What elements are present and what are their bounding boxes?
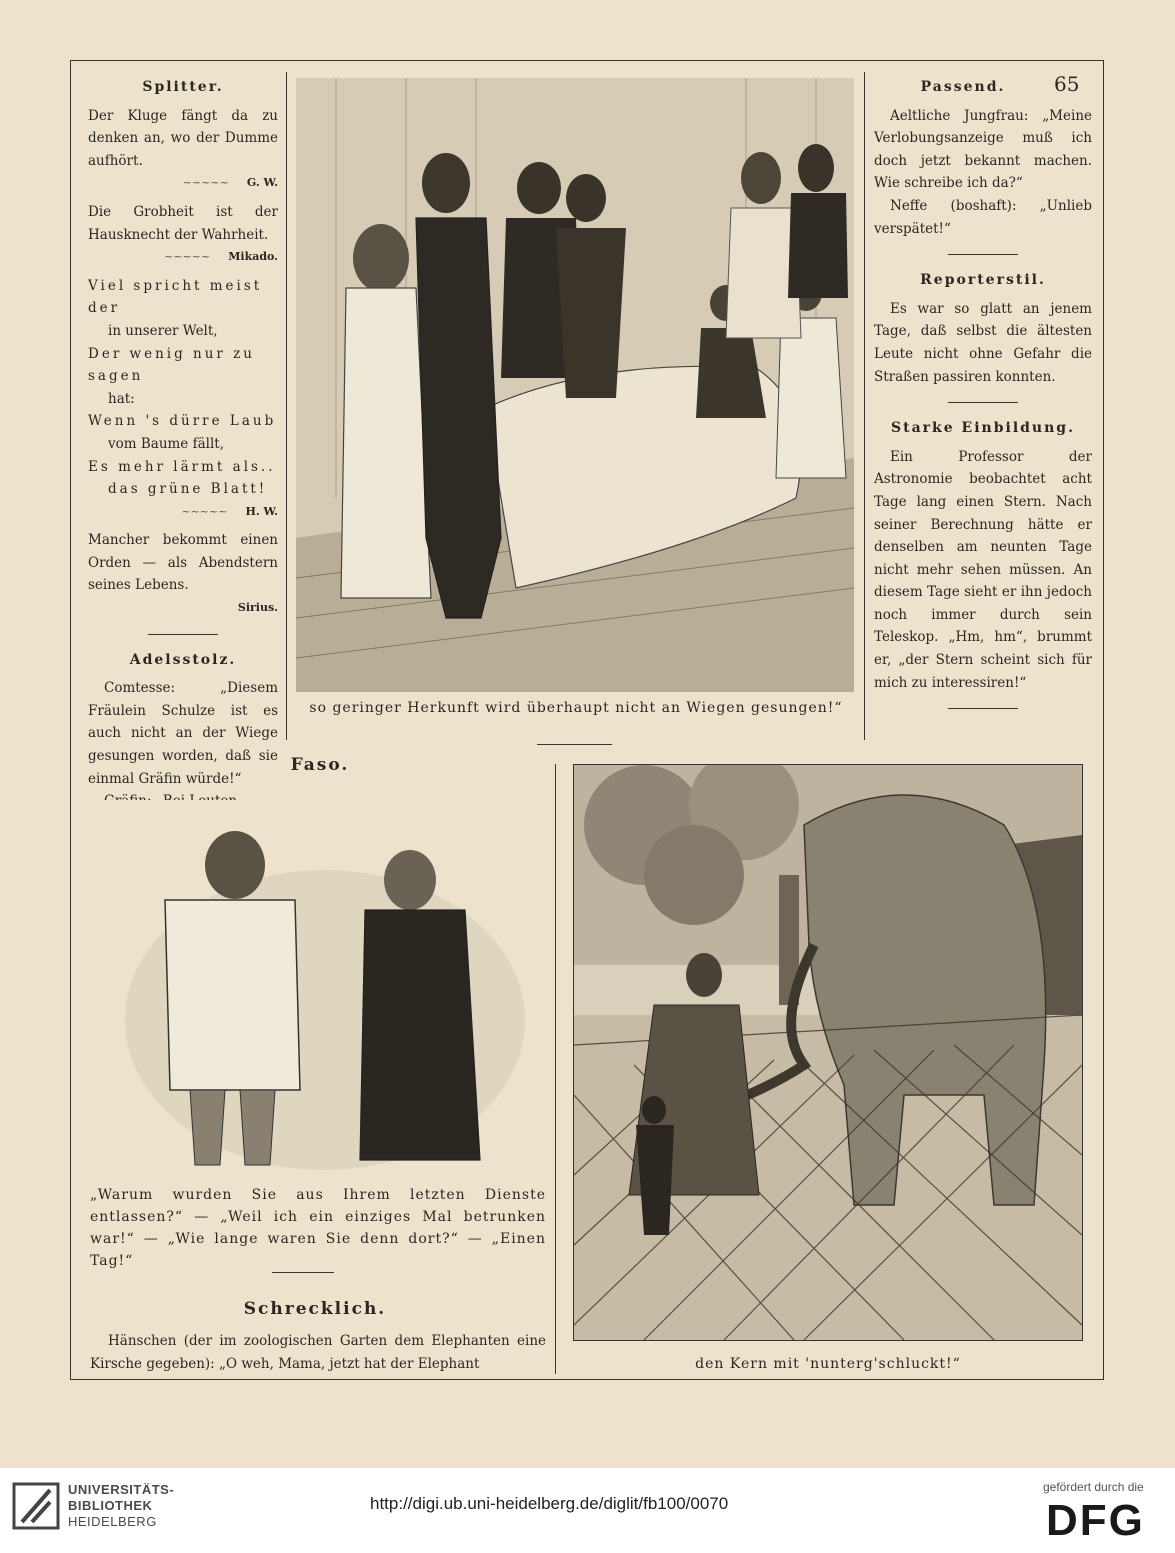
einbildung-title: Starke Einbildung. (891, 420, 1075, 437)
library-name: UNIVERSITÄTS- BIBLIOTHEK HEIDELBERG (68, 1482, 175, 1529)
splitter-signature-4: Sirius. (237, 601, 278, 615)
reporterstil-text: Es war so glatt an jenem Tage, daß selbst die ältesten Leute nicht ohne Gefahr die Straßen passiren konnten. (874, 300, 1092, 385)
elephant-drawing (574, 765, 1082, 1340)
separator (148, 634, 218, 635)
splitter-signature-2: ~~~~~ Mikado. (164, 250, 278, 264)
passend-title: Passend. (920, 79, 1006, 95)
viewer-footer (0, 1468, 1175, 1553)
elephant-caption: den Kern mit 'nunterg'schluckt!“ (695, 1356, 961, 1372)
column-rule-bottom (555, 764, 556, 1374)
splitter-signature-3: ~~~~~ H. W. (181, 504, 278, 518)
left-column (88, 76, 278, 813)
splitter-poem (88, 275, 278, 501)
adelsstolz-title: Adelsstolz. (129, 651, 237, 668)
column-rule-right (864, 72, 865, 740)
faso-illustration (95, 800, 535, 1175)
separator (948, 254, 1018, 255)
faso-drawing (95, 800, 535, 1175)
adelsstolz-text: Comtesse: „Diesem Fräulein Schulze ist es auch nicht an der Wiege gesungen worden, daß sie einmal Gräfin würde!“ (88, 680, 278, 787)
splitter-aphorism-1: Der Kluge fängt da zu denken an, wo der Dumme aufhört. (88, 107, 278, 169)
splitter-title: Splitter. (142, 79, 224, 95)
page-number: 65 (1054, 72, 1080, 96)
separator (272, 1272, 334, 1273)
faso-caption: „Warum wurden Sie aus Ihrem letzten Dienste entlassen?“ — „Weil ich ein einziges Mal betrunken war!“ — „Wie lange waren Sie denn dort?“ — „Einen Tag!“ (90, 1187, 546, 1269)
schrecklich-body (90, 1330, 546, 1375)
column-rule-left (286, 72, 287, 740)
permalink[interactable]: http://digi.ub.uni-heidelberg.de/diglit/fb100/0070 (370, 1494, 729, 1513)
wedding-caption: so geringer Herkunft wird überhaupt nicht an Wiegen gesungen!“ (309, 700, 843, 716)
passend-text: Aeltliche Jungfrau: „Meine Verlobungsanzeige muß ich doch jetzt bekannt machen. Wie schreibe ich da?“ (874, 107, 1092, 192)
section-rule (537, 744, 612, 745)
elephant-illustration (573, 764, 1083, 1341)
schrecklich-text: Hänschen (der im zoologischen Garten dem Elephanten eine Kirsche gegeben): „O weh, Mama, jetzt hat der Elephant (90, 1333, 546, 1372)
splitter-aphorism-3: Mancher bekommt einen Orden — als Abendstern seines Lebens. (88, 532, 278, 594)
university-library-logo-icon (12, 1482, 60, 1530)
poem-line: das grüne Blatt! (108, 481, 268, 498)
einbildung-text: Ein Professor der Astronomie beobachtet acht Tage lang einen Stern. Nach seiner Berechnung hätte er denselben am neunten Tage nicht mehr sehen müssen. An diesem Tage sieht er ihn jedoch noch immer durch sein Teleskop. „Hm, hm“, brummt er, „der Stern scheint sich für mich zu interessiren!“ (874, 448, 1092, 691)
poem-line: in unserer Welt, (108, 322, 218, 339)
funding-label: gefördert durch die (1043, 1480, 1144, 1494)
reporterstil-title: Reporterstil. (920, 272, 1046, 289)
poem-line: vom Baume fällt, (108, 435, 224, 452)
wedding-drawing (296, 78, 854, 692)
dfg-logo: DFG (1046, 1496, 1145, 1545)
poem-line: Es mehr lärmt als.. (88, 458, 276, 475)
splitter-aphorism-2: Die Grobheit ist der Hausknecht der Wahrheit. (88, 203, 278, 243)
poem-line: Wenn 's dürre Laub (88, 413, 277, 430)
separator (948, 708, 1018, 709)
schrecklich-title: Schrecklich. (243, 1299, 387, 1319)
passend-reply: Neffe (boshaft): „Unlieb verspätet!“ (874, 197, 1092, 237)
separator (948, 402, 1018, 403)
poem-line: hat: (108, 390, 135, 407)
splitter-signature-1: ~~~~~ G. W. (182, 176, 278, 190)
poem-line: Viel spricht meist der (88, 277, 263, 317)
faso-title: Faso. (290, 755, 350, 775)
poem-line: Der wenig nur zu sagen (88, 345, 255, 385)
right-column (874, 76, 1092, 723)
wedding-illustration (296, 78, 854, 692)
